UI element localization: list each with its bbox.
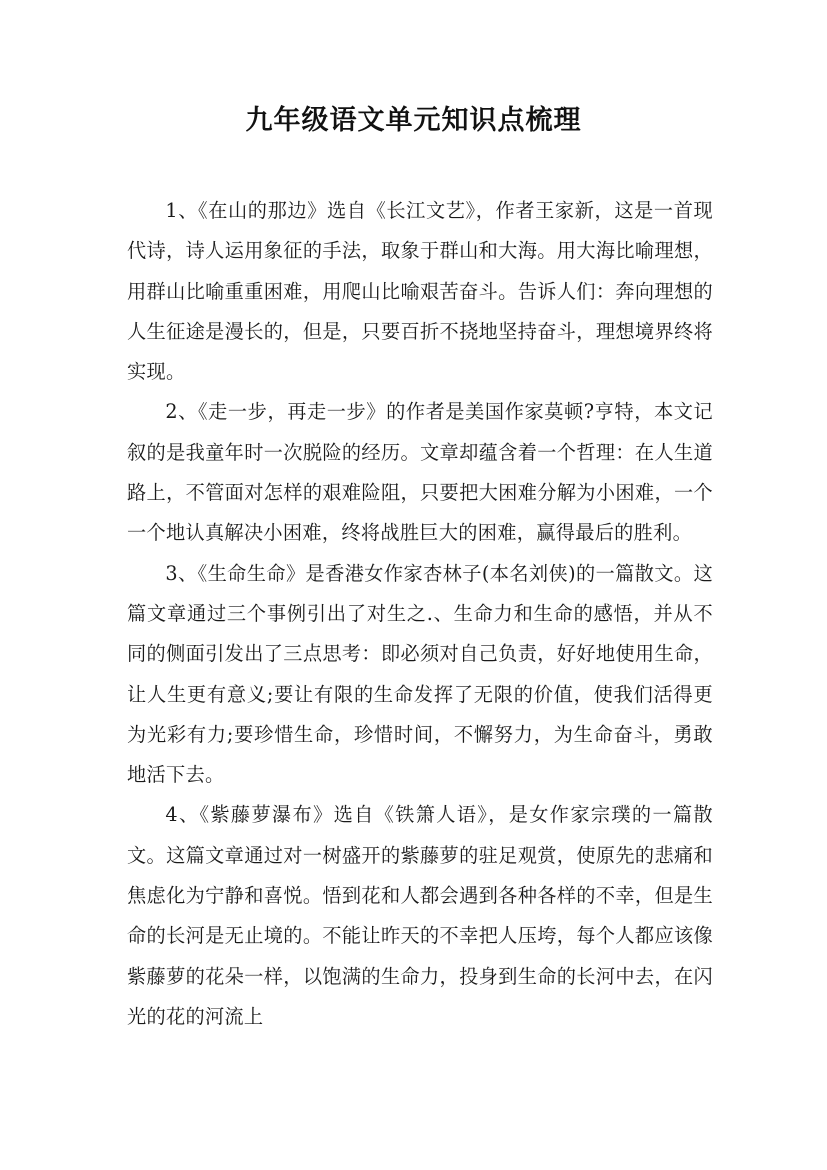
paragraph-1: 1、《在山的那边》选自《长江文艺》，作者王家新，这是一首现代诗，诗人运用象征的手法，取象于群山和大海。用大海比喻理想，用群山比喻重重困难，用爬山比喻艰苦奋斗。告诉人们：奔向理想的人生征途是漫长的，但是，只要百折不挠地坚持奋斗，理想境界终将实现。 (127, 199, 713, 384)
document-body (127, 191, 713, 1037)
paragraph-4: 4、《紫藤萝瀑布》选自《铁箫人语》，是女作家宗璞的一篇散文。这篇文章通过对一树盛开的紫藤萝的驻足观赏，使原先的悲痛和焦虑化为宁静和喜悦。悟到花和人都会遇到各种各样的不幸，但是生命的长河是无止境的。不能让昨天的不幸把人压垮，每个人都应该像紫藤萝的花朵一样，以饱满的生命力，投身到生命的长河中去，在闪光的花的河流上 (127, 803, 713, 1028)
document-title: 九年级语文单元知识点梳理 (245, 105, 582, 136)
paragraph-2: 2、《走一步，再走一步》的作者是美国作家莫顿?亨特，本文记叙的是我童年时一次脱险的经历。文章却蕴含着一个哲理：在人生道路上，不管面对怎样的艰难险阻，只要把大困难分解为小困难，一个一个地认真解决小困难，终将战胜巨大的困难，赢得最后的胜利。 (127, 400, 713, 545)
paragraph-3: 3、《生命生命》是香港女作家杏林子(本名刘侠)的一篇散文。这篇文章通过三个事例引出了对生之.、生命力和生命的感悟，并从不同的侧面引发出了三点思考：即必须对自己负责，好好地使用生命，让人生更有意义;要让有限的生命发挥了无限的价值，使我们活得更为光彩有力;要珍惜生命，珍惜时间，不懈努力，为生命奋斗，勇敢地活下去。 (127, 561, 713, 787)
